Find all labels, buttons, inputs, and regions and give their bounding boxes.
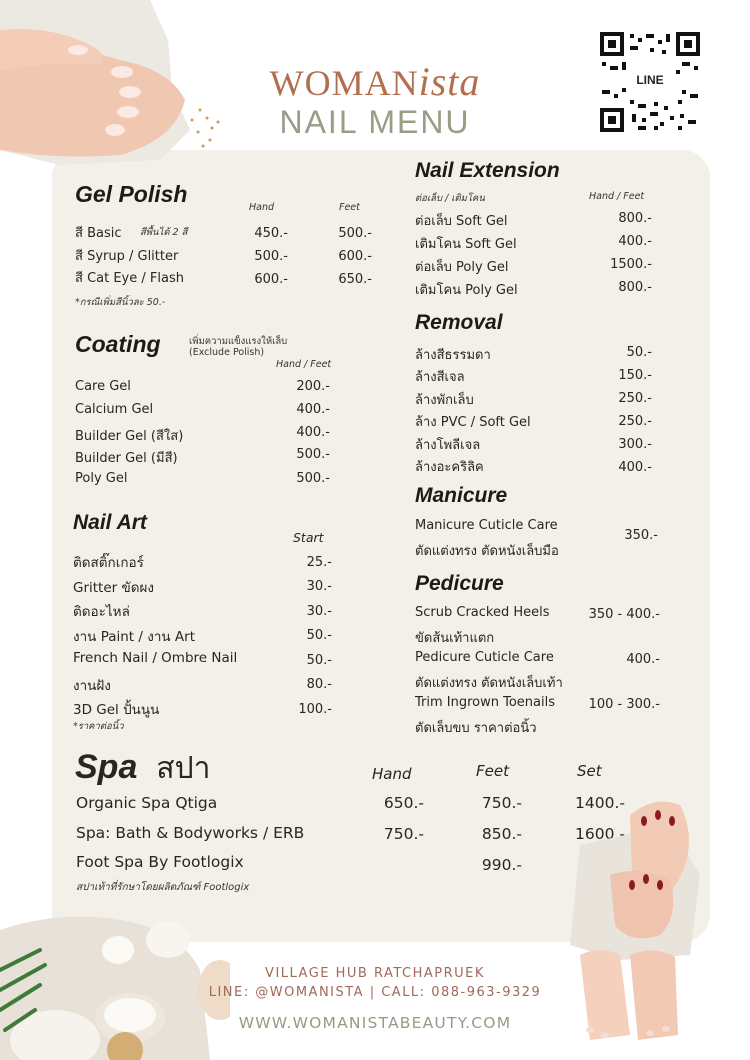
nail-art-column-header: Start <box>293 530 324 545</box>
spa-hand-price: 650.- <box>383 794 424 812</box>
gel-polish-hand-price: 450.- <box>254 226 288 241</box>
coating-item-price: 500.- <box>296 471 330 486</box>
coating-title: Coating <box>75 331 161 357</box>
removal-item-name: ล้างพักเล็บ <box>415 393 474 408</box>
removal-item-price: 50.- <box>626 345 652 360</box>
coating-item-price: 200.- <box>296 379 330 394</box>
gel-polish-item-name: สี Basic <box>75 226 122 241</box>
nail-art-item-name: Gritter ขัดผง <box>73 580 154 596</box>
nail-art-item-name: 3D Gel ปั้นนูน <box>73 702 160 718</box>
pedicure-item-price: 100 - 300.- <box>588 697 660 712</box>
spa-feet-header: Feet <box>476 762 509 780</box>
extension-item-price: 800.- <box>618 211 652 226</box>
page-title: NAIL MENU <box>279 104 471 140</box>
nail-art-item-name: งาน Paint / งาน Art <box>73 629 196 645</box>
coating-item-name: Poly Gel <box>75 471 128 486</box>
coating-item-name: Calcium Gel <box>75 402 154 417</box>
pedicure-item-name: Scrub Cracked Heels <box>415 605 550 620</box>
removal-item-name: ล้างโพลีเจล <box>415 438 481 453</box>
pedicure-item-name: Pedicure Cuticle Care <box>415 650 554 665</box>
nail-art-item-price: 50.- <box>306 653 332 668</box>
extension-item-name: เติมโคน Poly Gel <box>415 283 518 298</box>
removal-title: Removal <box>415 311 503 334</box>
gel-polish-feet-header: Feet <box>339 202 360 213</box>
gel-polish-feet-price: 650.- <box>338 272 372 287</box>
spa-item-name: Foot Spa By Footlogix <box>76 853 244 871</box>
footer-website[interactable]: WWW.WOMANISTABEAUTY.COM <box>238 1014 512 1032</box>
hands-photo-bottom <box>560 785 710 1045</box>
spa-set-header: Set <box>577 762 602 780</box>
extension-subtitle: ต่อเล็บ / เติมโคน <box>415 193 485 204</box>
removal-item-price: 250.- <box>618 391 652 406</box>
extension-item-price: 400.- <box>618 234 652 249</box>
spa-title <box>75 745 210 792</box>
brand-name-part1: WOMAN <box>269 63 419 103</box>
spa-feet-price: 850.- <box>481 825 522 843</box>
manicure-item-name: Manicure Cuticle Care <box>415 518 558 533</box>
removal-item-name: ล้างอะคริลิค <box>415 460 484 475</box>
pedicure-title: Pedicure <box>415 572 504 595</box>
removal-item-price: 250.- <box>618 414 652 429</box>
nail-art-item-price: 100.- <box>298 702 332 717</box>
coating-item-name: Care Gel <box>75 379 131 394</box>
spa-title-thai: สปา <box>156 752 211 785</box>
removal-item-price: 400.- <box>618 460 652 475</box>
coating-note-thai: เพิ่มความแข็งแรงให้เล็บ <box>189 336 288 347</box>
extension-title: Nail Extension <box>415 159 560 182</box>
manicure-item-desc: ตัดแต่งทรง ตัดหนังเล็บมือ <box>415 544 559 559</box>
nail-art-item-price: 30.- <box>306 604 332 619</box>
removal-item-price: 300.- <box>618 437 652 452</box>
removal-item-price: 150.- <box>618 368 652 383</box>
extension-item-price: 1500.- <box>610 257 652 272</box>
spa-title-en: Spa <box>75 748 138 786</box>
gel-polish-feet-price: 500.- <box>338 226 372 241</box>
gel-polish-item-name: สี Cat Eye / Flash <box>75 271 184 286</box>
brand-name-part2: ista <box>418 59 481 104</box>
nail-art-item-name: ติดสติ๊กเกอร์ <box>73 555 144 571</box>
footer-contact: LINE: @WOMANISTA | CALL: 088-963-9329 <box>208 985 542 1000</box>
coating-note-exclude: (Exclude Polish) <box>189 347 265 358</box>
coating-item-price: 400.- <box>296 425 330 440</box>
coating-column-header: Hand / Feet <box>276 359 332 370</box>
extension-item-price: 800.- <box>618 280 652 295</box>
spa-set-price: 1600.- <box>575 825 625 843</box>
gel-polish-feet-price: 600.- <box>338 249 372 264</box>
extension-item-name: ต่อเล็บ Soft Gel <box>415 214 508 229</box>
extension-item-name: ต่อเล็บ Poly Gel <box>415 260 509 275</box>
spa-item-name: Spa: Bath & Bodyworks / ERB <box>76 824 305 842</box>
footer-location: VILLAGE HUB RATCHAPRUEK <box>265 966 485 981</box>
pedicure-item-price: 400.- <box>626 652 660 667</box>
gel-polish-hand-header: Hand <box>249 202 275 213</box>
gel-polish-item-note: สีพื้นได้ 2 สี <box>140 227 188 238</box>
spa-hand-header: Hand <box>372 765 412 783</box>
pedicure-item-desc: ตัดแต่งทรง ตัดหนังเล็บเท้า <box>415 676 563 691</box>
qr-label: LINE <box>636 73 664 87</box>
extension-item-name: เติมโคน Soft Gel <box>415 237 517 252</box>
spa-feet-price: 750.- <box>481 794 522 812</box>
nail-art-item-price: 80.- <box>306 677 332 692</box>
gel-polish-title: Gel Polish <box>75 181 188 207</box>
coating-item-name: Builder Gel (สีใส) <box>75 429 184 444</box>
manicure-title: Manicure <box>415 484 508 507</box>
spa-set-price: 1400.- <box>575 794 625 812</box>
nail-art-footnote: *ราคาต่อนิ้ว <box>73 721 124 732</box>
removal-item-name: ล้าง PVC / Soft Gel <box>415 415 531 430</box>
nail-art-item-name: งานฝัง <box>73 678 111 694</box>
pedicure-item-desc: ตัดเล็บขบ ราคาต่อนิ้ว <box>415 721 537 736</box>
nail-art-item-name: ติดอะไหล่ <box>73 604 130 620</box>
manicure-item-price: 350.- <box>624 528 658 543</box>
removal-item-name: ล้างสีเจล <box>415 370 465 385</box>
gel-polish-item-name: สี Syrup / Glitter <box>75 249 179 264</box>
removal-item-name: ล้างสีธรรมดา <box>415 348 491 363</box>
pedicure-item-name: Trim Ingrown Toenails <box>415 695 556 710</box>
extension-column-header: Hand / Feet <box>589 191 645 202</box>
line-qr-code[interactable] <box>598 30 702 134</box>
spa-feet-price: 990.- <box>481 856 522 874</box>
coating-item-name: Builder Gel (มีสี) <box>75 451 178 466</box>
gel-polish-hand-price: 500.- <box>254 249 288 264</box>
spa-item-name: Organic Spa Qtiga <box>76 794 218 812</box>
nail-art-item-price: 25.- <box>306 555 332 570</box>
pedicure-item-price: 350 - 400.- <box>588 607 660 622</box>
coating-item-price: 500.- <box>296 447 330 462</box>
gel-polish-hand-price: 600.- <box>254 272 288 287</box>
spa-hand-price: 750.- <box>383 825 424 843</box>
spa-footnote: สปาเท้าที่รักษาโดยผลิตภัณฑ์ Footlogix <box>76 882 250 893</box>
pedicure-item-desc: ขัดส้นเท้าแตก <box>415 631 495 646</box>
nail-art-item-price: 50.- <box>306 628 332 643</box>
nail-art-item-price: 30.- <box>306 579 332 594</box>
gel-polish-footnote: *กรณีเพิ่มสีนิ้วละ 50.- <box>75 297 166 308</box>
nail-art-title: Nail Art <box>73 511 147 534</box>
coating-item-price: 400.- <box>296 402 330 417</box>
nail-art-item-name: French Nail / Ombre Nail <box>73 650 238 666</box>
